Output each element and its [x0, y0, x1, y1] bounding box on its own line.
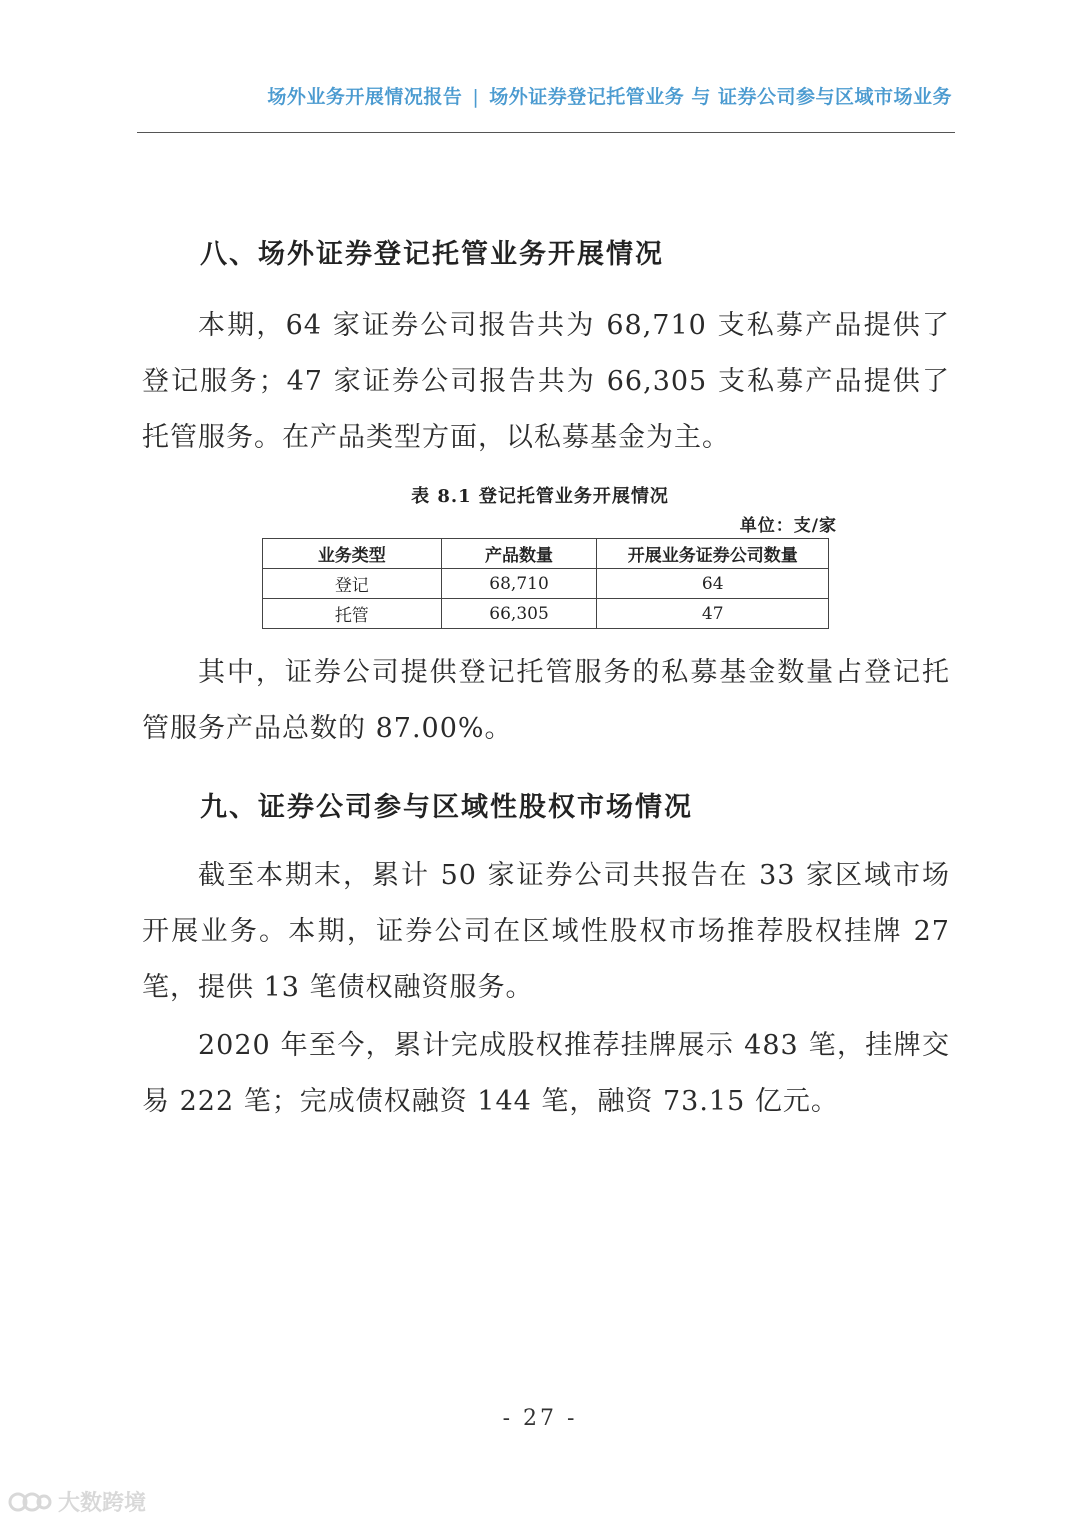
- watermark-logo-icon: [8, 1489, 52, 1515]
- table-row: [263, 599, 829, 629]
- section-8-paragraph-1: [142, 298, 950, 466]
- table-cell: 64: [597, 569, 829, 599]
- header-separator: |: [472, 86, 480, 108]
- table-unit: 单位：支/家: [739, 516, 837, 536]
- table-header-cell: 业务类型: [263, 539, 442, 569]
- section-9-paragraph-1: [142, 848, 950, 1016]
- header-divider: [137, 132, 955, 133]
- table-cell: 66,305: [441, 599, 597, 629]
- table-header-row: [263, 539, 829, 569]
- section-9-paragraph-2: [142, 1018, 950, 1130]
- section-8-paragraph-2-text: 其中，证券公司提供登记托管服务的私募基金数量占登记托管服务产品总数的 87.00%。: [142, 657, 950, 744]
- table-row: [263, 569, 829, 599]
- section-9-paragraph-2-text: 2020 年至今，累计完成股权推荐挂牌展示 483 笔，挂牌交易 222 笔；完成债权融资 144 笔，融资 73.15 亿元。: [142, 1030, 950, 1117]
- table-cell: 托管: [263, 599, 442, 629]
- registration-custody-table: [262, 538, 829, 629]
- table-header-cell: 产品数量: [441, 539, 597, 569]
- page-number: - 27 -: [502, 1406, 578, 1431]
- section-8-paragraph-1-text: 本期，64 家证券公司报告共为 68,710 支私募产品提供了登记服务；47 家证券公司报告共为 66,305 支私募产品提供了托管服务。在产品类型方面，以私募基金为主。: [142, 310, 950, 453]
- watermark: [8, 1486, 146, 1517]
- table-cell: 68,710: [441, 569, 597, 599]
- watermark-text: 大数跨境: [58, 1491, 147, 1516]
- table-cell: 47: [597, 599, 829, 629]
- header-report-title: 场外业务开展情况报告: [267, 86, 463, 108]
- table-cell: 登记: [263, 569, 442, 599]
- table-header-cell: 开展业务证券公司数量: [597, 539, 829, 569]
- section-9-paragraph-1-text: 截至本期末，累计 50 家证券公司共报告在 33 家区域市场开展业务。本期，证券公司在区域性股权市场推荐股权挂牌 27 笔，提供 13 笔债权融资服务。: [142, 860, 950, 1003]
- page-header: [267, 82, 952, 109]
- section-8-heading: 八、场外证券登记托管业务开展情况: [200, 239, 664, 270]
- table-caption: 表 8.1 登记托管业务开展情况: [411, 486, 669, 507]
- header-chapter-title: 场外证券登记托管业务 与 证券公司参与区域市场业务: [489, 86, 952, 108]
- section-8-paragraph-2: [142, 645, 950, 757]
- section-9-heading: 九、证券公司参与区域性股权市场情况: [200, 792, 693, 823]
